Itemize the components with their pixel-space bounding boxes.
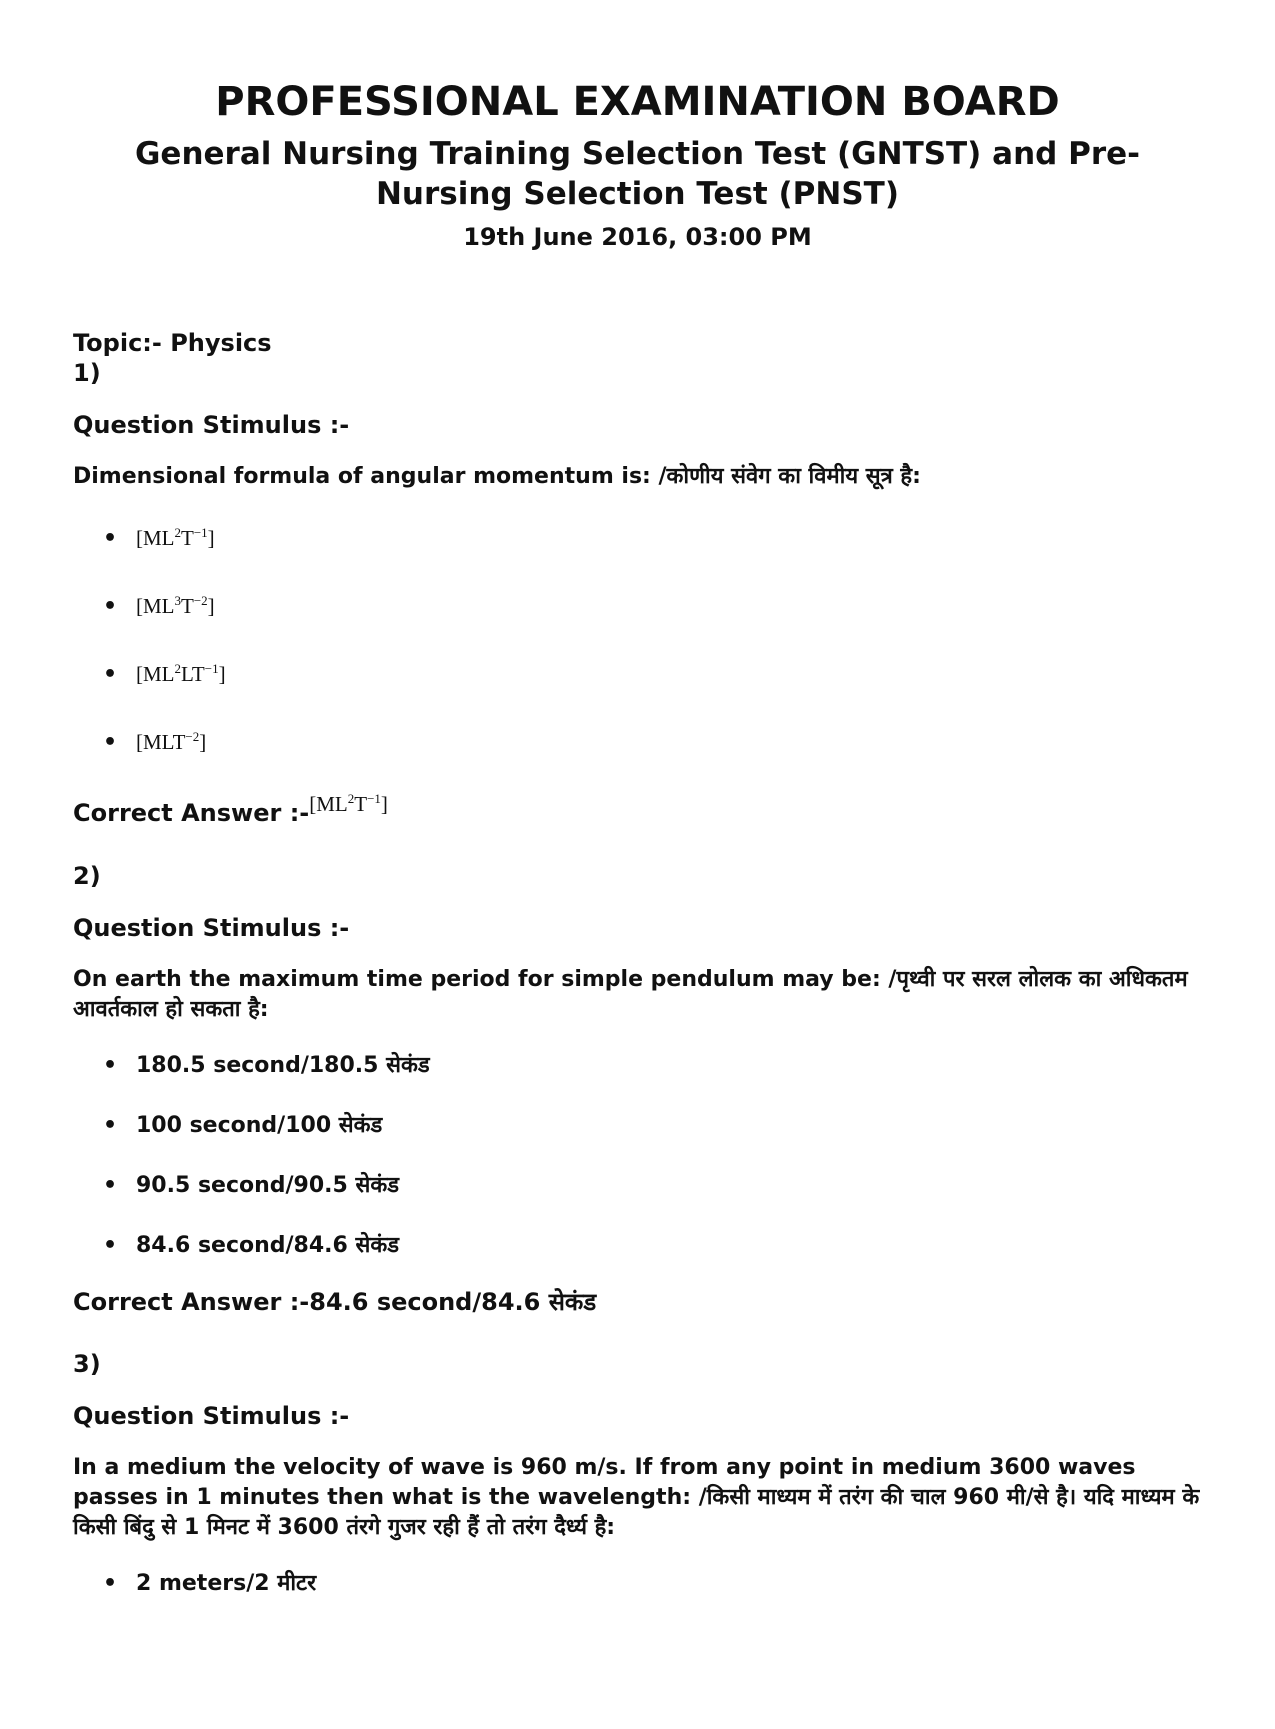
question-paper	[73, 328, 1203, 1599]
question-3	[73, 1349, 1203, 1599]
option-item	[73, 586, 1203, 622]
stimulus-label: Question Stimulus :-	[73, 411, 350, 439]
correct-answer	[73, 791, 1203, 829]
option-formula: $[ML^2T^{-1}]$	[136, 525, 215, 550]
answer-formula: $[ML^2T^{-1}]$	[309, 791, 388, 816]
correct-answer	[73, 1287, 1203, 1317]
stimulus-label: Question Stimulus :-	[73, 1402, 350, 1430]
option-list	[73, 518, 1203, 758]
bullet-icon: •	[103, 1571, 118, 1596]
stimulus-label: Question Stimulus :-	[73, 914, 350, 942]
option-item	[73, 1051, 1203, 1081]
question-number: 1)	[73, 359, 101, 387]
option-text: 84.6 second/84.6 सेकंड	[136, 1233, 400, 1258]
option-formula: $[MLT^{-2}]$	[136, 729, 207, 754]
page-header	[0, 78, 1275, 252]
option-formula: $[ML^2LT^{-1}]$	[136, 661, 226, 686]
option-text: 90.5 second/90.5 सेकंड	[136, 1173, 400, 1198]
option-item	[73, 654, 1203, 690]
question-stimulus: In a medium the velocity of wave is 960 m/s. If from any point in medium 3600 waves passes in 1 minutes then what is the wavelength: /किसी माध्यम में तरंग की चाल 960 मी/से है। यदि माध्यम के किसी बिंदु से 1 मिनट में 3600 तंरगे गुजर रही हैं तो तरंग दैर्ध्य है:	[73, 1455, 1200, 1540]
option-item	[73, 1111, 1203, 1141]
option-item	[73, 518, 1203, 554]
question-stimulus: Dimensional formula of angular momentum is: /कोणीय संवेग का विमीय सूत्र है:	[73, 464, 921, 489]
option-formula: $[ML^3T^{-2}]$	[136, 593, 215, 618]
option-item	[73, 1171, 1203, 1201]
question-2	[73, 861, 1203, 1317]
bullet-icon: •	[103, 662, 118, 687]
bullet-icon: •	[103, 1113, 118, 1138]
option-text: 180.5 second/180.5 सेकंड	[136, 1053, 430, 1078]
bullet-icon: •	[103, 594, 118, 619]
board-title: PROFESSIONAL EXAMINATION BOARD	[215, 79, 1060, 125]
question-1	[73, 358, 1203, 829]
bullet-icon: •	[103, 730, 118, 755]
option-list	[73, 1569, 1203, 1599]
bullet-icon: •	[103, 1053, 118, 1078]
answer-label: Correct Answer :-	[73, 799, 310, 827]
option-text: 2 meters/2 मीटर	[136, 1571, 317, 1596]
option-text: 100 second/100 सेकंड	[136, 1113, 383, 1138]
answer-label: Correct Answer :-	[73, 1288, 310, 1316]
question-stimulus: On earth the maximum time period for simple pendulum may be: /पृथ्वी पर सरल लोलक का अधिकतम आवर्तकाल हो सकता है:	[73, 967, 1188, 1022]
option-item	[73, 1569, 1203, 1599]
exam-subtitle: General Nursing Training Selection Test (GNTST) and Pre-Nursing Selection Test (PNST)	[134, 136, 1141, 212]
bullet-icon: •	[103, 1173, 118, 1198]
question-number: 2)	[73, 862, 101, 890]
bullet-icon: •	[103, 1233, 118, 1258]
question-number: 3)	[73, 1350, 101, 1378]
exam-date: 19th June 2016, 03:00 PM	[463, 223, 812, 251]
option-item	[73, 1231, 1203, 1261]
topic-heading: Topic:- Physics	[73, 329, 272, 357]
bullet-icon: •	[103, 526, 118, 551]
answer-text: 84.6 second/84.6 सेकंड	[309, 1288, 597, 1316]
option-list	[73, 1051, 1203, 1261]
option-item	[73, 722, 1203, 758]
